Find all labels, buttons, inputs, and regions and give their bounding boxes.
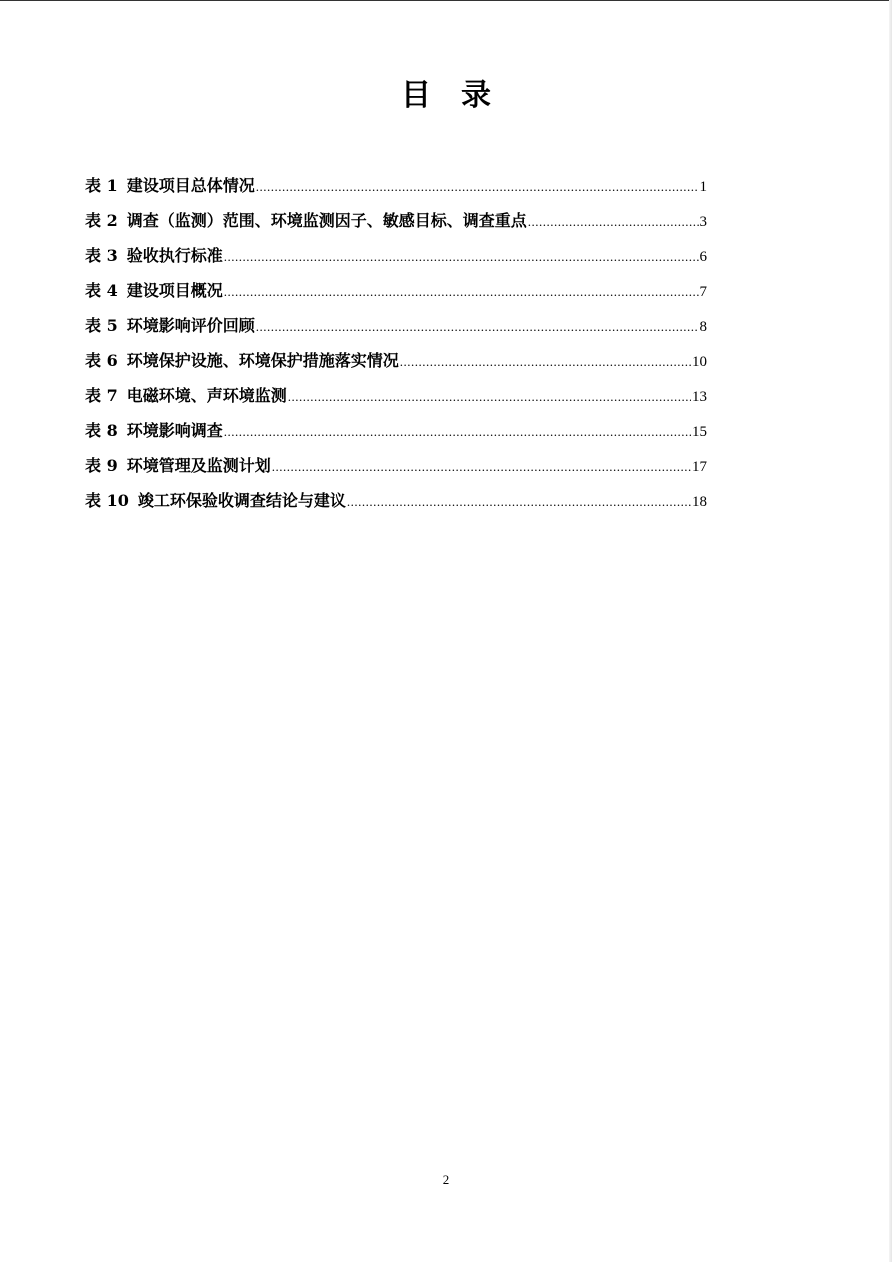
toc-entry[interactable]	[85, 244, 707, 279]
toc-entry-label: 表 7	[85, 386, 118, 405]
toc-entry-title: 环境影响评价回顾	[126, 316, 255, 335]
toc-entry-page: 17	[692, 459, 707, 475]
toc-entry[interactable]	[85, 419, 707, 454]
toc-entry[interactable]	[85, 174, 707, 209]
toc-entry-page: 13	[692, 389, 707, 405]
page-top-border	[0, 0, 892, 1]
toc-entry-label: 表 10	[85, 491, 129, 510]
table-of-contents	[85, 174, 707, 524]
toc-entry-page: 8	[699, 319, 707, 335]
toc-entry[interactable]	[85, 489, 707, 524]
toc-dot-leader	[224, 280, 699, 304]
toc-entry-label: 表 2	[85, 211, 118, 230]
toc-dot-leader	[272, 455, 691, 479]
toc-entry-page: 6	[699, 249, 707, 265]
toc-entry[interactable]	[85, 349, 707, 384]
toc-entry-page: 18	[692, 494, 707, 510]
toc-entry-label: 表 9	[85, 456, 118, 475]
toc-entry-page: 15	[692, 424, 707, 440]
toc-entry-label: 表 4	[85, 281, 118, 300]
toc-entry-label: 表 6	[85, 351, 118, 370]
toc-entry-title: 竣工环保验收调查结论与建议	[137, 491, 346, 510]
toc-entry[interactable]	[85, 384, 707, 419]
toc-dot-leader	[400, 350, 691, 374]
toc-entry[interactable]	[85, 279, 707, 314]
page-title: 目录	[401, 78, 521, 113]
toc-entry[interactable]	[85, 454, 707, 489]
toc-entry-title: 电磁环境、声环境监测	[126, 386, 287, 405]
toc-entry-title: 建设项目总体情况	[126, 176, 255, 195]
toc-entry[interactable]	[85, 314, 707, 349]
toc-entry-title: 环境保护设施、环境保护措施落实情况	[126, 351, 399, 370]
toc-entry-title: 环境影响调查	[126, 421, 223, 440]
toc-entry-page: 3	[699, 214, 707, 230]
toc-entry-title: 环境管理及监测计划	[126, 456, 271, 475]
toc-entry-label: 表 8	[85, 421, 118, 440]
toc-dot-leader	[256, 175, 699, 199]
toc-entry-title: 调查（监测）范围、环境监测因子、敏感目标、调查重点	[126, 211, 527, 230]
toc-dot-leader	[528, 210, 699, 234]
toc-entry-label: 表 5	[85, 316, 118, 335]
toc-entry-page: 1	[699, 179, 707, 195]
toc-entry-label: 表 3	[85, 246, 118, 265]
toc-entry-page: 10	[692, 354, 707, 370]
toc-dot-leader	[224, 420, 691, 444]
toc-dot-leader	[347, 490, 691, 514]
toc-entry-title: 验收执行标准	[126, 246, 223, 265]
toc-dot-leader	[224, 245, 699, 269]
toc-entry[interactable]	[85, 209, 707, 244]
toc-entry-page: 7	[699, 284, 707, 300]
toc-entry-label: 表 1	[85, 176, 118, 195]
toc-dot-leader	[256, 315, 699, 339]
toc-dot-leader	[288, 385, 691, 409]
page-number: 2	[442, 1172, 450, 1187]
toc-entry-title: 建设项目概况	[126, 281, 223, 300]
